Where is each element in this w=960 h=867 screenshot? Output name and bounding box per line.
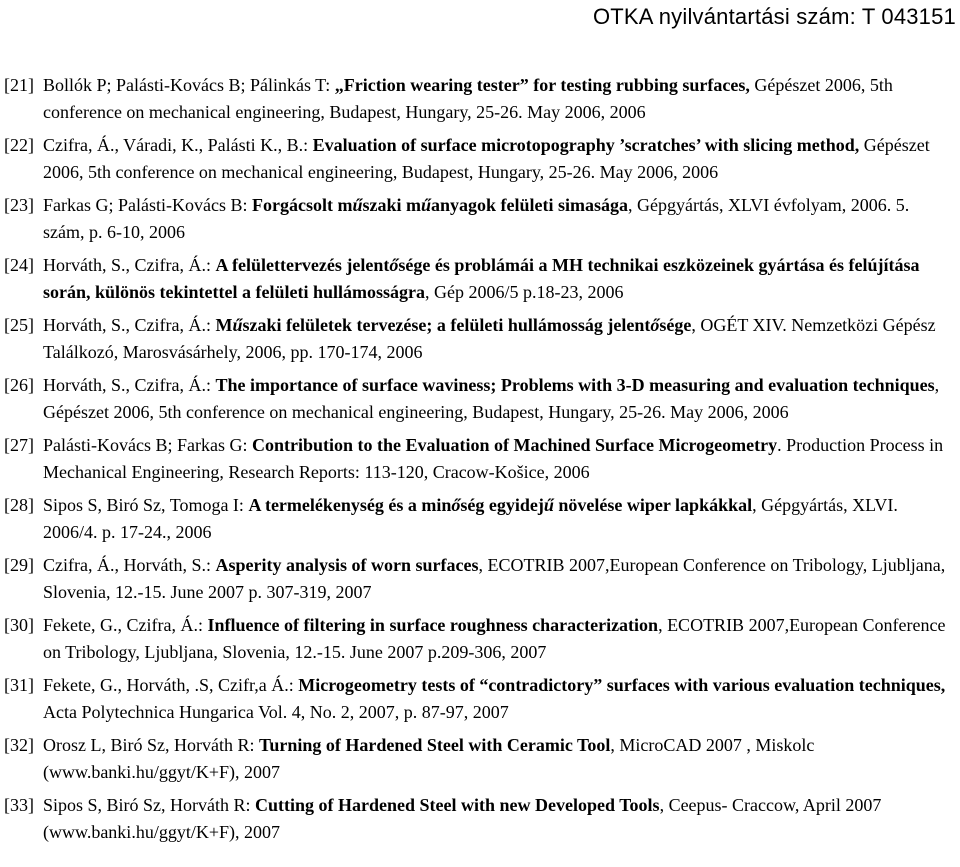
reference-citation-segment: Horváth, S., Czifra, Á.: [43, 315, 216, 335]
reference-text [43, 552, 954, 605]
reference-text [43, 372, 954, 425]
reference-citation-segment: Fekete, G., Czifra, Á.: [43, 615, 208, 635]
reference-item [4, 612, 954, 665]
reference-number: [29] [4, 555, 34, 575]
reference-title-segment: Asperity analysis of worn surfaces [215, 555, 479, 575]
reference-text [43, 612, 954, 665]
reference-number: [27] [4, 435, 34, 455]
reference-citation-segment: . Production Process in Mechanical Engineering, Research Reports: 113-120, Cracow-Košice, 2006 [43, 435, 944, 482]
reference-title-segment: Influence of filtering in surface roughness characterization [207, 615, 659, 635]
reference-title-segment: Turning of Hardened Steel with Ceramic Tool [258, 735, 611, 755]
reference-citation-segment: Bollók P; Palásti-Kovács B; Pálinkás T: [43, 75, 335, 95]
reference-text [43, 252, 954, 305]
reference-citation-segment: , ECOTRIB 2007,European Conference on Tribology, Ljubljana, Slovenia, 12.-15. June 2007 p. 307-319, 2007 [43, 555, 946, 602]
reference-number: [23] [4, 195, 34, 215]
reference-citation-segment: Acta Polytechnica Hungarica Vol. 4, No. 2, 2007, p. 87-97, 2007 [43, 701, 509, 722]
reference-text [43, 312, 954, 365]
reference-citation-segment: Fekete, G., Horváth, .S, Czifr,a Á.: [43, 675, 299, 695]
reference-title-segment: ű [232, 315, 243, 335]
reference-item [4, 312, 954, 365]
reference-citation-segment: , Ceepus- Craccow, April 2007 (www.banki.hu/ggyt/K+F), 2007 [43, 795, 882, 842]
reference-text [43, 72, 954, 125]
reference-title-segment: ” for testing rubbing surfaces, [519, 75, 750, 95]
reference-item [4, 552, 954, 605]
reference-item [4, 372, 954, 425]
reference-item [4, 132, 954, 185]
reference-title-segment: M [215, 315, 233, 335]
reference-number: [30] [4, 615, 34, 635]
reference-citation-segment: , OGÉT XIV. Nemzetközi Gépész Találkozó, Marosvásárhely, 2006, pp. 170-174, 2006 [43, 315, 936, 362]
reference-title-segment: ő [451, 495, 461, 515]
reference-citation-segment: Czifra, Á., Horváth, S.: [43, 555, 216, 575]
reference-citation-segment: , Gépészet 2006, 5th conference on mechanical engineering, Budapest, Hungary, 25-26. May 2006, 2006 [43, 375, 940, 422]
reference-citation-segment: , Gépgyártás, XLVI. 2006/4. p. 17-24., 2006 [43, 495, 898, 542]
reference-citation-segment: , Gép 2006/5 p.18-23, 2006 [425, 281, 624, 302]
reference-text [43, 732, 954, 785]
reference-text [43, 492, 954, 545]
reference-citation-segment: Gépészet 2006, 5th conference on mechanical engineering, Budapest, Hungary, 25-26. May 2006, 2006 [43, 75, 893, 122]
reference-number: [32] [4, 735, 34, 755]
reference-title-segment: Evaluation of surface microtopography ’scratches’ with slicing method, [312, 135, 860, 155]
reference-text [43, 792, 954, 845]
reference-title-segment: A felülettervezés jelent [215, 255, 390, 275]
reference-number: [22] [4, 135, 34, 155]
reference-item [4, 732, 954, 785]
reference-citation-segment: , Gépgyártás, XLVI évfolyam, 2006. 5. szám, p. 6-10, 2006 [43, 195, 910, 242]
reference-number: [26] [4, 375, 34, 395]
reference-title-segment: Forgácsolt m [251, 195, 353, 215]
reference-title-segment: sége és problámái a MH technikai eszközeinek gyártása és felújítása során, különös tekintettel a felületi hullámosságra [43, 255, 920, 302]
reference-item [4, 72, 954, 125]
reference-item [4, 792, 954, 845]
reference-text [43, 672, 954, 725]
reference-title-segment: A termelékenység és a min [248, 495, 452, 515]
reference-title-segment: ű [352, 195, 363, 215]
reference-item [4, 192, 954, 245]
reference-citation-segment: Sipos S, Biró Sz, Horváth R: [43, 795, 256, 815]
reference-item [4, 492, 954, 545]
reference-title-segment: ő [389, 255, 399, 275]
reference-title-segment: szaki felületek tervezése; a felületi hullámosság jelent [242, 315, 651, 335]
page-header-otka-number: OTKA nyilvántartási szám: T 043151 [592, 4, 956, 29]
reference-number: [31] [4, 675, 34, 695]
reference-citation-segment: , MicroCAD 2007 , Miskolc (www.banki.hu/ggyt/K+F), 2007 [43, 735, 815, 782]
reference-citation-segment: Horváth, S., Czifra, Á.: [43, 255, 216, 275]
reference-number: [21] [4, 75, 34, 95]
reference-text [43, 432, 954, 485]
reference-number: [25] [4, 315, 34, 335]
reference-title-segment: sége [659, 315, 692, 335]
reference-list [4, 72, 954, 852]
reference-number: [33] [4, 795, 34, 815]
reference-title-segment: ség egyidej [460, 495, 544, 515]
reference-number: [24] [4, 255, 34, 275]
reference-citation-segment: Gépészet 2006, 5th conference on mechanical engineering, Budapest, Hungary, 25-26. May 2006, 2006 [43, 135, 930, 182]
reference-text [43, 132, 954, 185]
reference-citation-segment: Orosz L, Biró Sz, Horváth R: [43, 735, 259, 755]
reference-title-segment: ő [650, 315, 660, 335]
reference-title-segment: Contribution to the Evaluation of Machined Surface Microgeometry [251, 435, 778, 455]
reference-number: [28] [4, 495, 34, 515]
reference-citation-segment: Horváth, S., Czifra, Á.: [43, 375, 216, 395]
reference-text [43, 192, 954, 245]
reference-title-segment: ű [420, 195, 431, 215]
reference-title-segment: Microgeometry tests of “contradictory” surfaces with various evaluation techniques, [298, 675, 946, 695]
reference-item [4, 672, 954, 725]
reference-title-segment: „Friction wearing tester [334, 75, 520, 95]
reference-item [4, 252, 954, 305]
reference-citation-segment: Palásti-Kovács B; Farkas G: [43, 435, 252, 455]
reference-item [4, 432, 954, 485]
reference-citation-segment: Sipos S, Biró Sz, Tomoga I: [43, 495, 249, 515]
reference-citation-segment: , ECOTRIB 2007,European Conference on Tribology, Ljubljana, Slovenia, 12.-15. June 2007 p.209-306, 2007 [43, 615, 946, 662]
reference-title-segment: Cutting of Hardened Steel with new Developed Tools [255, 795, 660, 815]
reference-title-segment: The importance of surface waviness; Problems with 3-D measuring and evaluation techniques [215, 375, 935, 395]
reference-title-segment: ű [543, 495, 554, 515]
reference-title-segment: anyagok felületi simasága [430, 195, 628, 215]
reference-title-segment: növelése wiper lapkákkal [553, 495, 753, 515]
reference-citation-segment: Farkas G; Palásti-Kovács B: [43, 195, 252, 215]
reference-title-segment: szaki m [362, 195, 421, 215]
reference-citation-segment: Czifra, Á., Váradi, K., Palásti K., B.: [43, 135, 313, 155]
